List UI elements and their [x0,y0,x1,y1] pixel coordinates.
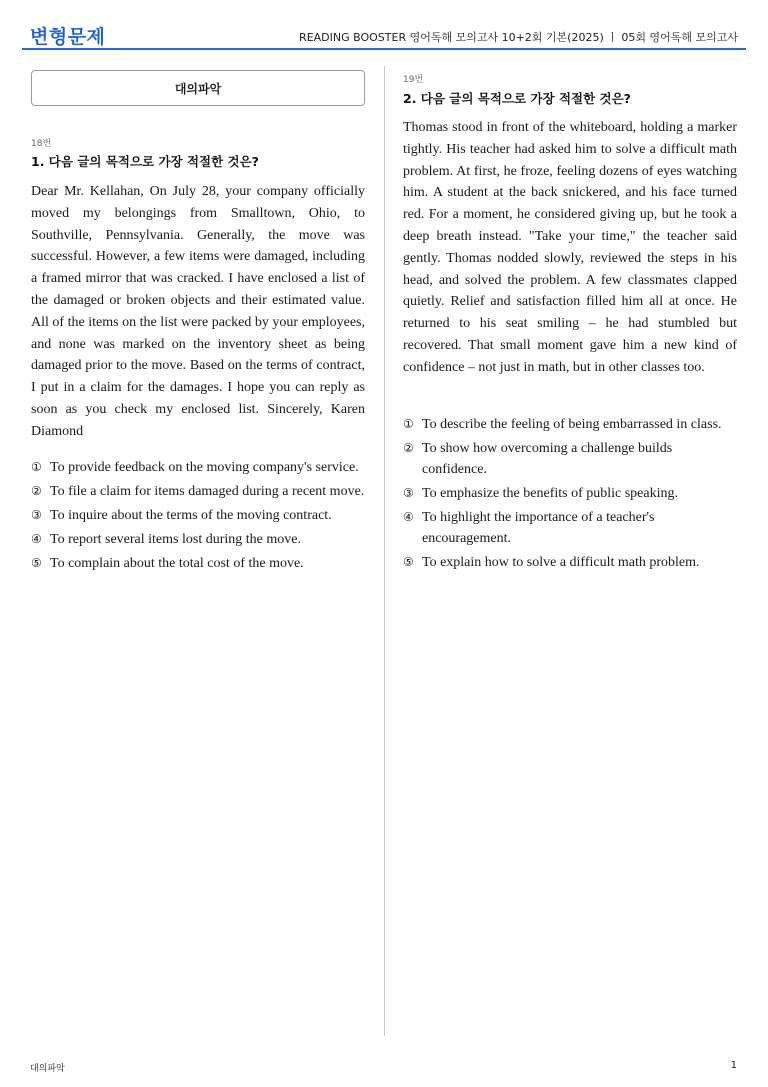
choice-text: To emphasize the benefits of public speaking. [422,486,678,501]
section-heading-box [31,70,365,106]
answer-choice[interactable] [31,553,365,574]
choice-text: To complain about the total cost of the move. [50,556,304,571]
answer-choice[interactable] [403,438,737,480]
choice-marker: ⑤ [403,555,414,569]
choice-text: To report several items lost during the move. [50,532,301,547]
passage: Dear Mr. Kellahan, On July 28, your company officially moved my belongings from Smalltown, Ohio, to Southville, Pennsylvania. Generally, the move was successful. However, a few items were damaged, including a framed mirror that was cracked. I have enclosed a list of the damaged or broken objects and their estimated value. All of the items on the list were packed by your employees, and none was marked on the inventory sheet as being damaged prior to the move. Based on the terms of contract, I put in a claim for the damages. I hope you can reply as soon as you check my enclosed list. Sincerely, Karen Diamond [31,184,365,439]
section-heading: 대의파악 [174,81,222,96]
brand-title: 변형문제 [30,26,106,48]
choice-marker: ① [403,417,414,431]
question-number: 18번 [31,139,52,149]
question-number: 19번 [403,75,424,85]
answer-choice[interactable] [31,457,365,478]
answer-choice[interactable] [31,529,365,550]
answer-choice[interactable] [403,507,737,549]
choice-marker: ② [31,484,42,498]
answer-choice[interactable] [403,414,737,435]
document-title: READING BOOSTER 영어독해 모의고사 10+2회 기본(2025) ㅣ 05회 영어독해 모의고사 [299,31,738,44]
answer-choice[interactable] [31,481,365,502]
choice-marker: ⑤ [31,556,42,570]
choice-text: To show how overcoming a challenge builds confidence. [422,441,673,477]
answer-choices [403,414,737,576]
choice-text: To provide feedback on the moving company's service. [50,460,359,475]
choice-marker: ② [403,441,414,455]
choice-text: To file a claim for items damaged during a recent move. [50,484,365,499]
answer-choice[interactable] [403,483,737,504]
column-divider [384,66,385,1036]
answer-choice[interactable] [31,505,365,526]
page-number: 1 [730,1060,737,1071]
choice-text: To explain how to solve a difficult math problem. [422,555,700,570]
choice-text: To highlight the importance of a teacher's encouragement. [422,510,655,546]
choice-marker: ③ [31,508,42,522]
choice-marker: ④ [403,510,414,524]
choice-marker: ④ [31,532,42,546]
passage: Thomas stood in front of the whiteboard, holding a marker tightly. His teacher had asked him to solve a difficult math problem. At first, he froze, feeling dozens of eyes watching him. A student at the back snickered, and his face turned red. For a moment, he considered giving up, but he took a deep breath instead. "Take your time," the teacher said gently. Thomas nodded slowly, reviewed the steps in his head, and solved the problem. A few classmates clapped quietly. Relief and satisfaction filled him all at once. He returned to his seat smiling – he had stumbled but recovered. That small moment gave him a new kind of confidence – not just in math, but in other classes too. [403,120,737,375]
question-title: 2. 다음 글의 목적으로 가장 적절한 것은? [403,91,631,106]
choice-marker: ① [31,460,42,474]
choice-text: To describe the feeling of being embarrassed in class. [422,417,722,432]
footer-section-label: 대의파악 [30,1064,65,1074]
header-divider [22,48,746,50]
answer-choices [31,457,365,577]
choice-marker: ③ [403,486,414,500]
answer-choice[interactable] [403,552,737,573]
question-title: 1. 다음 글의 목적으로 가장 적절한 것은? [31,154,259,169]
choice-text: To inquire about the terms of the moving contract. [50,508,332,523]
